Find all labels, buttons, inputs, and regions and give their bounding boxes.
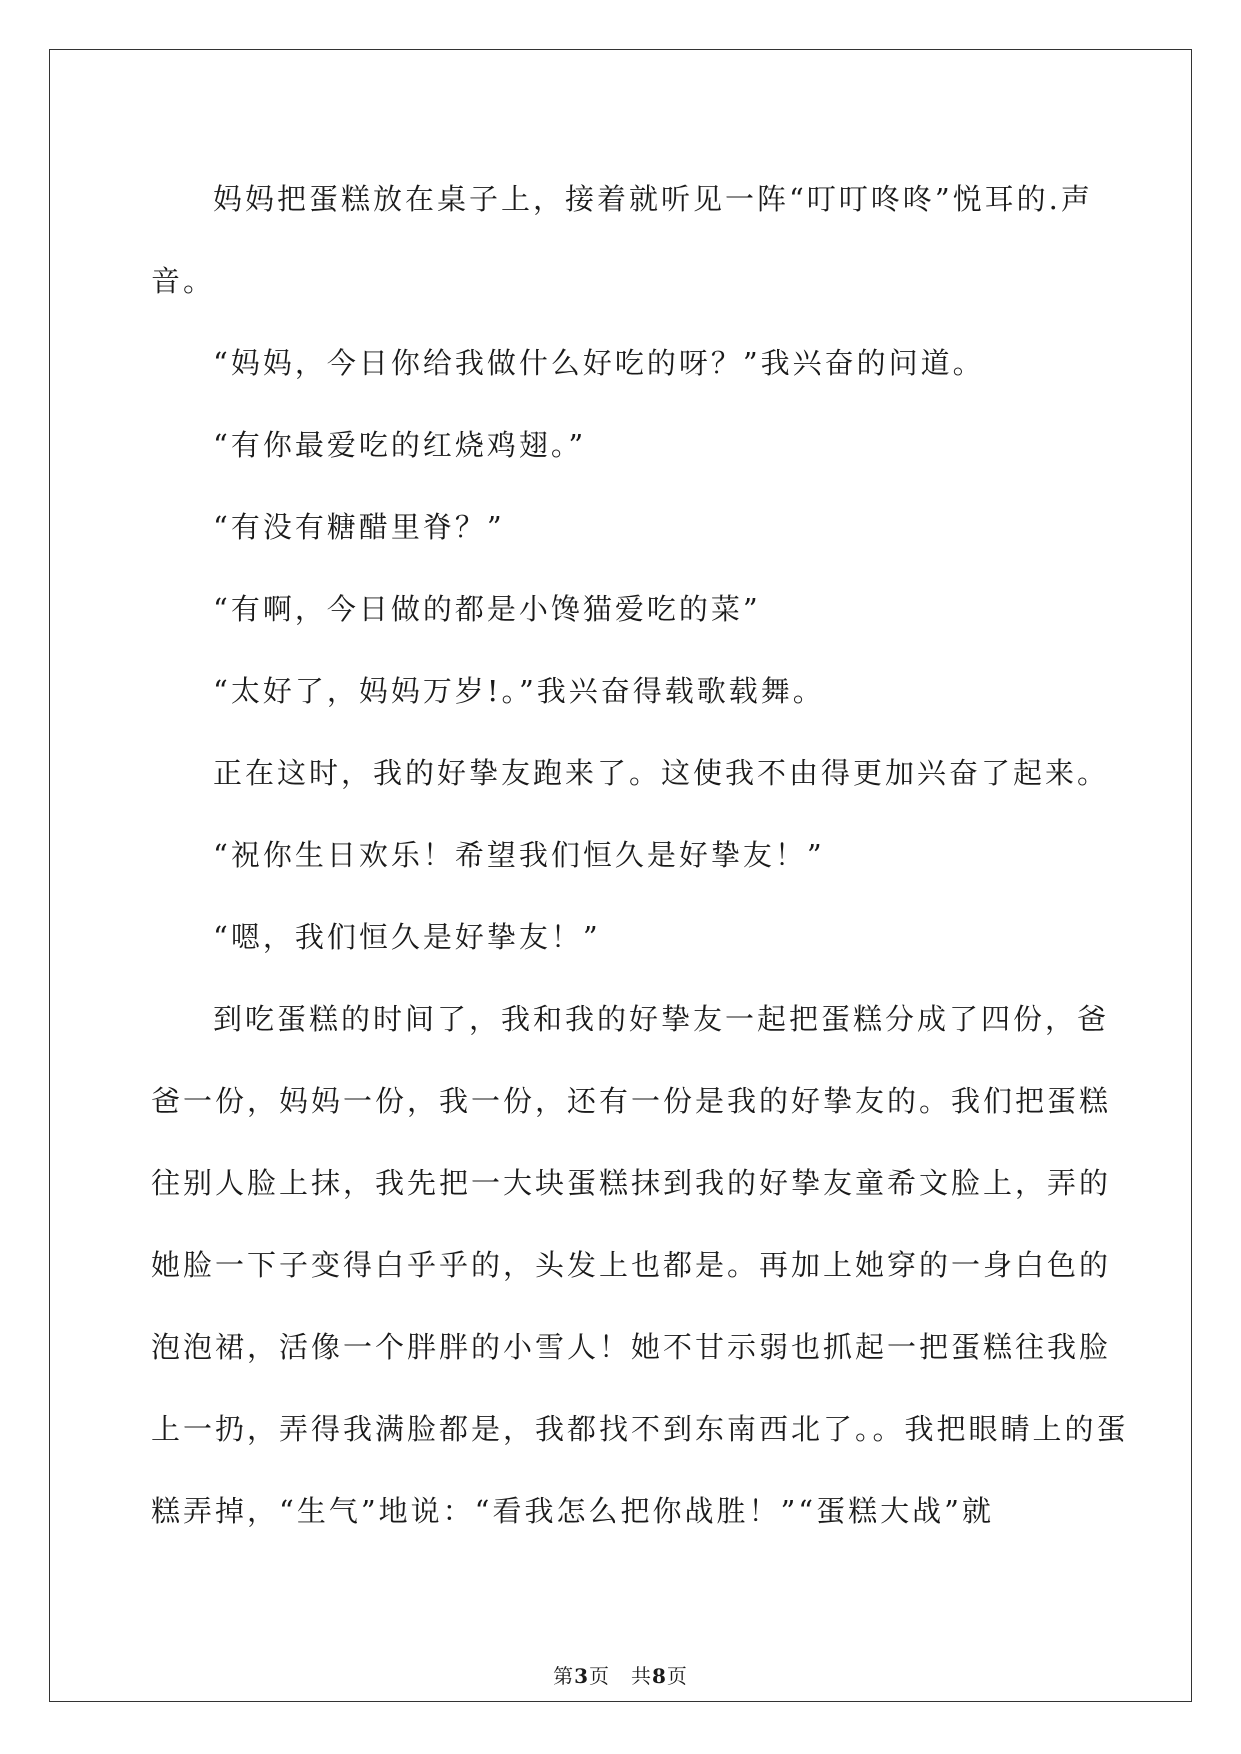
paragraph-line: 往别人脸上抹，我先把一大块蛋糕抹到我的好挚友童希文脸上，弄的 (151, 1166, 1112, 1200)
page-footer (0, 1660, 1241, 1689)
paragraph-line: “妈妈，今日你给我做什么好吃的呀？”我兴奋的问道。 (213, 346, 985, 380)
paragraph-line: “有你最爱吃的红烧鸡翅。” (213, 428, 587, 462)
paragraph-line: “嗯，我们恒久是好挚友！” (213, 920, 601, 954)
paragraph-line: “太好了，妈妈万岁!。”我兴奋得载歌载舞。 (213, 674, 825, 708)
page-mid: 页 共 (589, 1664, 652, 1688)
paragraph-line: “有没有糖醋里脊？” (213, 510, 505, 544)
paragraph-line: 爸一份，妈妈一份，我一份，还有一份是我的好挚友的。我们把蛋糕 (151, 1084, 1112, 1118)
paragraph-line: 到吃蛋糕的时间了，我和我的好挚友一起把蛋糕分成了四份，爸 (213, 1002, 1110, 1036)
current-page-number: 3 (574, 1664, 589, 1688)
total-page-number: 8 (652, 1664, 667, 1688)
paragraph-line: 她脸一下子变得白乎乎的，头发上也都是。再加上她穿的一身白色的 (151, 1248, 1112, 1282)
paragraph-line: “有啊，今日做的都是小馋猫爱吃的菜” (213, 592, 761, 626)
page-suffix: 页 (666, 1664, 688, 1688)
paragraph-line: 音。 (151, 264, 216, 298)
document-body (151, 158, 1129, 1552)
paragraph-line: “祝你生日欢乐！希望我们恒久是好挚友！” (213, 838, 825, 872)
paragraph-line: 泡泡裙，活像一个胖胖的小雪人！她不甘示弱也抓起一把蛋糕往我脸 (151, 1330, 1112, 1364)
paragraph-line: 妈妈把蛋糕放在桌子上，接着就听见一阵“叮叮咚咚”悦耳的.声 (213, 182, 1093, 216)
paragraph-line: 上一扔，弄得我满脸都是，我都找不到东南西北了。。我把眼睛上的蛋 (151, 1412, 1129, 1446)
paragraph-line: 糕弄掉，“生气”地说：“看我怎么把你战胜！”“蛋糕大战”就 (151, 1494, 994, 1528)
page-prefix: 第 (553, 1664, 575, 1688)
paragraph-line: 正在这时，我的好挚友跑来了。这使我不由得更加兴奋了起来。 (213, 756, 1110, 790)
